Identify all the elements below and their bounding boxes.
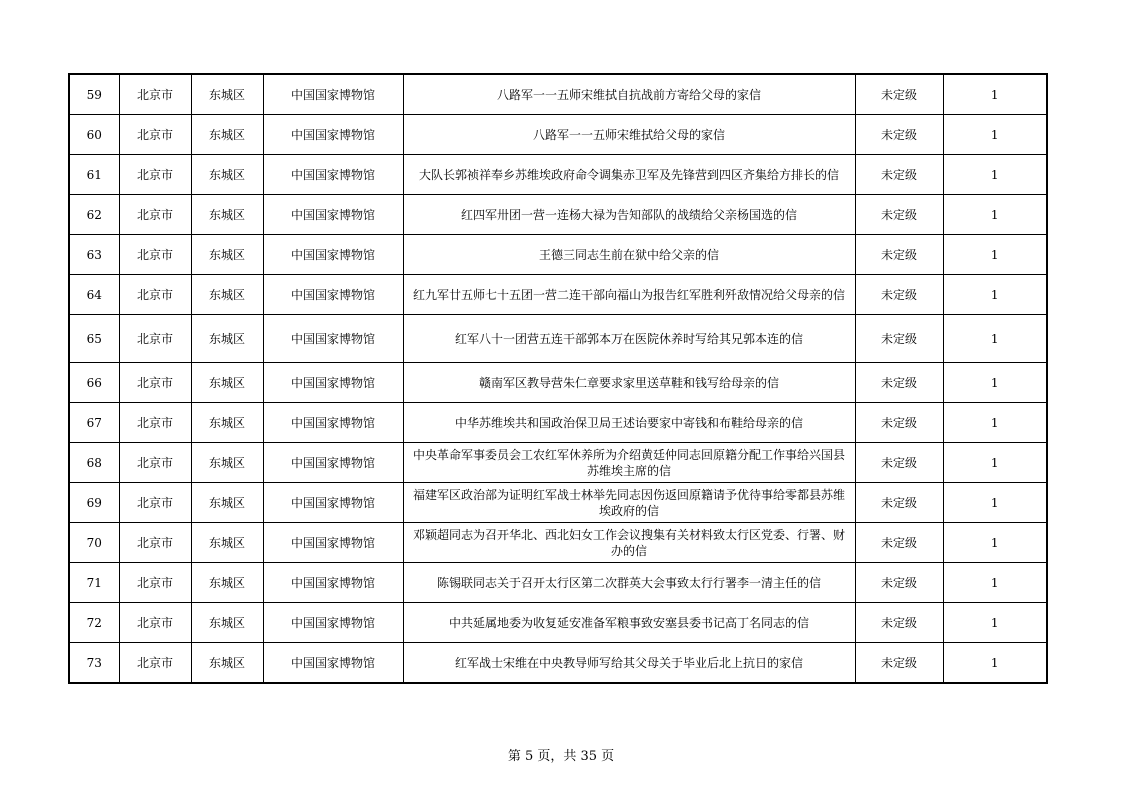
- grade-cell: 未定级: [855, 155, 943, 195]
- page-number: 第 5 页，共 35 页: [507, 749, 615, 764]
- row-number: 62: [69, 195, 119, 235]
- row-number: 70: [69, 523, 119, 563]
- unit-cell: 中国国家博物馆: [263, 643, 403, 684]
- district-cell: 东城区: [191, 115, 263, 155]
- title-cell: 陈锡联同志关于召开太行区第二次群英大会事致太行行署李一清主任的信: [403, 563, 855, 603]
- count-cell: 1: [943, 603, 1047, 643]
- grade-cell: 未定级: [855, 195, 943, 235]
- title-cell: 红军战士宋维在中央教导师写给其父母关于毕业后北上抗日的家信: [403, 643, 855, 684]
- city-cell: 北京市: [119, 363, 191, 403]
- count-cell: 1: [943, 643, 1047, 684]
- title-cell: 王德三同志生前在狱中给父亲的信: [403, 235, 855, 275]
- row-number: 68: [69, 443, 119, 483]
- unit-cell: 中国国家博物馆: [263, 483, 403, 523]
- grade-cell: 未定级: [855, 443, 943, 483]
- unit-cell: 中国国家博物馆: [263, 403, 403, 443]
- unit-cell: 中国国家博物馆: [263, 523, 403, 563]
- district-cell: 东城区: [191, 363, 263, 403]
- title-cell: 八路军一一五师宋维拭给父母的家信: [403, 115, 855, 155]
- relics-table: [68, 73, 1048, 684]
- unit-cell: 中国国家博物馆: [263, 195, 403, 235]
- city-cell: 北京市: [119, 483, 191, 523]
- district-cell: 东城区: [191, 443, 263, 483]
- grade-cell: 未定级: [855, 483, 943, 523]
- unit-cell: 中国国家博物馆: [263, 363, 403, 403]
- row-number: 67: [69, 403, 119, 443]
- city-cell: 北京市: [119, 523, 191, 563]
- count-cell: 1: [943, 195, 1047, 235]
- city-cell: 北京市: [119, 115, 191, 155]
- count-cell: 1: [943, 443, 1047, 483]
- row-number: 60: [69, 115, 119, 155]
- unit-cell: 中国国家博物馆: [263, 74, 403, 115]
- district-cell: 东城区: [191, 483, 263, 523]
- grade-cell: 未定级: [855, 275, 943, 315]
- row-number: 69: [69, 483, 119, 523]
- district-cell: 东城区: [191, 74, 263, 115]
- table-row: [69, 315, 1047, 363]
- city-cell: 北京市: [119, 315, 191, 363]
- table-row: [69, 195, 1047, 235]
- grade-cell: 未定级: [855, 363, 943, 403]
- row-number: 61: [69, 155, 119, 195]
- title-cell: 邓颖超同志为召开华北、西北妇女工作会议搜集有关材料致太行区党委、行署、财办的信: [403, 523, 855, 563]
- district-cell: 东城区: [191, 155, 263, 195]
- table-row: [69, 155, 1047, 195]
- row-number: 71: [69, 563, 119, 603]
- district-cell: 东城区: [191, 523, 263, 563]
- district-cell: 东城区: [191, 195, 263, 235]
- title-cell: 中华苏维埃共和国政治保卫局王述诒要家中寄钱和布鞋给母亲的信: [403, 403, 855, 443]
- table-row: [69, 443, 1047, 483]
- row-number: 63: [69, 235, 119, 275]
- unit-cell: 中国国家博物馆: [263, 443, 403, 483]
- count-cell: 1: [943, 403, 1047, 443]
- row-number: 64: [69, 275, 119, 315]
- unit-cell: 中国国家博物馆: [263, 275, 403, 315]
- title-cell: 中共延属地委为收复延安准备军粮事致安塞县委书记高丁名同志的信: [403, 603, 855, 643]
- table-body: [69, 74, 1047, 683]
- unit-cell: 中国国家博物馆: [263, 235, 403, 275]
- title-cell: 中央革命军事委员会工农红军休养所为介绍黄廷仲同志回原籍分配工作事给兴国县苏维埃主席的信: [403, 443, 855, 483]
- count-cell: 1: [943, 315, 1047, 363]
- table-row: [69, 643, 1047, 684]
- grade-cell: 未定级: [855, 603, 943, 643]
- count-cell: 1: [943, 363, 1047, 403]
- row-number: 59: [69, 74, 119, 115]
- unit-cell: 中国国家博物馆: [263, 315, 403, 363]
- district-cell: 东城区: [191, 315, 263, 363]
- title-cell: 红四军卅团一营一连杨大禄为告知部队的战绩给父亲杨国选的信: [403, 195, 855, 235]
- city-cell: 北京市: [119, 443, 191, 483]
- grade-cell: 未定级: [855, 115, 943, 155]
- table-row: [69, 563, 1047, 603]
- table-row: [69, 523, 1047, 563]
- unit-cell: 中国国家博物馆: [263, 155, 403, 195]
- district-cell: 东城区: [191, 563, 263, 603]
- grade-cell: 未定级: [855, 403, 943, 443]
- unit-cell: 中国国家博物馆: [263, 115, 403, 155]
- grade-cell: 未定级: [855, 235, 943, 275]
- table-row: [69, 275, 1047, 315]
- city-cell: 北京市: [119, 275, 191, 315]
- table-row: [69, 403, 1047, 443]
- row-number: 65: [69, 315, 119, 363]
- city-cell: 北京市: [119, 74, 191, 115]
- count-cell: 1: [943, 483, 1047, 523]
- table-row: [69, 483, 1047, 523]
- count-cell: 1: [943, 523, 1047, 563]
- count-cell: 1: [943, 115, 1047, 155]
- table-row: [69, 603, 1047, 643]
- count-cell: 1: [943, 275, 1047, 315]
- unit-cell: 中国国家博物馆: [263, 603, 403, 643]
- count-cell: 1: [943, 155, 1047, 195]
- city-cell: 北京市: [119, 603, 191, 643]
- district-cell: 东城区: [191, 235, 263, 275]
- title-cell: 红军八十一团营五连干部郭本万在医院休养时写给其兄郭本连的信: [403, 315, 855, 363]
- city-cell: 北京市: [119, 403, 191, 443]
- district-cell: 东城区: [191, 643, 263, 684]
- city-cell: 北京市: [119, 235, 191, 275]
- grade-cell: 未定级: [855, 643, 943, 684]
- district-cell: 东城区: [191, 403, 263, 443]
- city-cell: 北京市: [119, 155, 191, 195]
- grade-cell: 未定级: [855, 523, 943, 563]
- row-number: 73: [69, 643, 119, 684]
- count-cell: 1: [943, 563, 1047, 603]
- unit-cell: 中国国家博物馆: [263, 563, 403, 603]
- district-cell: 东城区: [191, 603, 263, 643]
- title-cell: 大队长郭祯祥奉乡苏维埃政府命令调集赤卫军及先锋营到四区齐集给方排长的信: [403, 155, 855, 195]
- district-cell: 东城区: [191, 275, 263, 315]
- city-cell: 北京市: [119, 643, 191, 684]
- title-cell: 赣南军区教导营朱仁章要求家里送草鞋和钱写给母亲的信: [403, 363, 855, 403]
- grade-cell: 未定级: [855, 74, 943, 115]
- row-number: 72: [69, 603, 119, 643]
- row-number: 66: [69, 363, 119, 403]
- title-cell: 红九军廿五师七十五团一营二连干部向福山为报告红军胜利歼敌情况给父母亲的信: [403, 275, 855, 315]
- title-cell: 福建军区政治部为证明红军战士林举先同志因伤返回原籍请予优待事给零都县苏维埃政府的信: [403, 483, 855, 523]
- page-footer: [0, 745, 1122, 764]
- grade-cell: 未定级: [855, 315, 943, 363]
- city-cell: 北京市: [119, 195, 191, 235]
- table-row: [69, 74, 1047, 115]
- count-cell: 1: [943, 74, 1047, 115]
- table-row: [69, 115, 1047, 155]
- title-cell: 八路军一一五师宋维拭自抗战前方寄给父母的家信: [403, 74, 855, 115]
- table-row: [69, 235, 1047, 275]
- table-row: [69, 363, 1047, 403]
- count-cell: 1: [943, 235, 1047, 275]
- city-cell: 北京市: [119, 563, 191, 603]
- grade-cell: 未定级: [855, 563, 943, 603]
